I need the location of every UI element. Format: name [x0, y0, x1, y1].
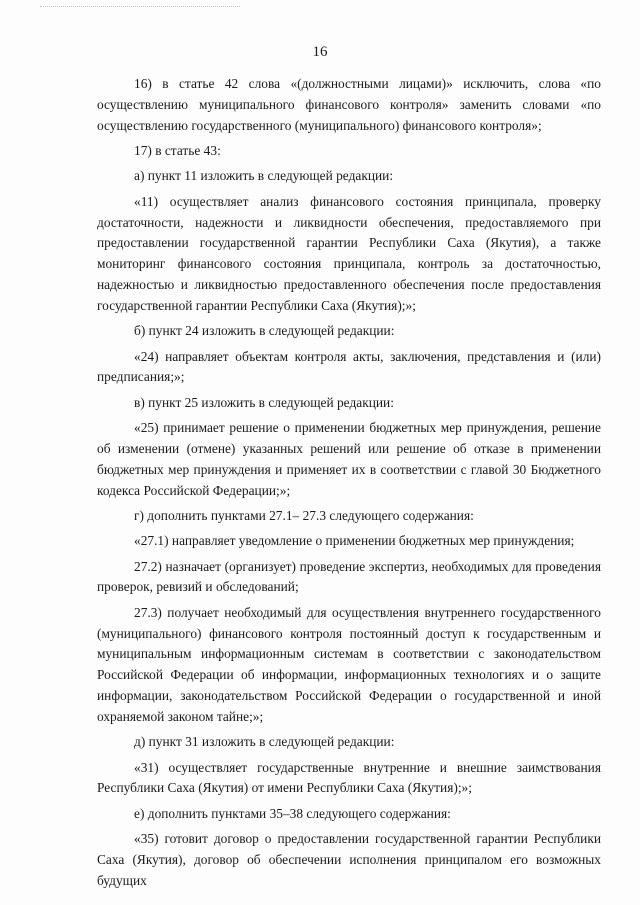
page-number: 16 [312, 44, 328, 60]
paragraph-item-35: «35) готовит договор о предоставлении государственной гарантии Республики Саха (Якутия), договор об обеспечении исполнения принципалом его возможных будущих [97, 831, 601, 888]
paragraph-item-31: «31) осуществляет государственные внутренние и внешние заимствования Республики Саха (Якутия) от имени Республики Саха (Якутия);»; [97, 759, 601, 796]
paragraph-17d-intro: д) пункт 31 изложить в следующей редакции: [134, 734, 395, 750]
document-body [97, 74, 601, 892]
paragraph-16: 16) в статье 42 слова «(должностными лицами)» исключить, слова «по осуществлению муниципального финансового контроля» заменить словами «по осуществлению государственного (муниципального) финансового контроля»; [97, 76, 601, 133]
paragraph-17b-intro: б) пункт 24 изложить в следующей редакции: [134, 323, 395, 339]
paragraph-item-11: «11) осуществляет анализ финансового состояния принципала, проверку достаточности, надежности и ликвидности обеспечения, предоставляемого при предоставлении государственной гарантии Республики Саха (Якутия), а также мониторинг финансового состояния принципала, контроль за достаточностью, надежностью и ликвидностью предоставленного обеспечения после предоставления государственной гарантии Республики Саха (Якутия);»; [97, 193, 601, 313]
paragraph-item-27-3: 27.3) получает необходимый для осуществления внутреннего государственного (муниципального) финансового контроля постоянный доступ к государственным и муниципальным информационным системам в соответствии с законодательством Российской Федерации об информации, информационных технологиях и о защите информации, законодательством Российской Федерации о государственной и иной охраняемой законом тайне;»; [97, 604, 601, 724]
paragraph-17g-intro: г) дополнить пунктами 27.1– 27.3 следующего содержания: [134, 507, 474, 523]
paragraph-17v-intro: в) пункт 25 изложить в следующей редакции: [134, 394, 394, 410]
paragraph-17a-intro: а) пункт 11 изложить в следующей редакции: [134, 168, 394, 184]
scan-artifact [40, 6, 240, 11]
paragraph-item-24: «24) направляет объектам контроля акты, заключения, представления и (или) предписания;»; [97, 348, 601, 385]
paragraph-item-27-2: 27.2) назначает (организует) проведение экспертиз, необходимых для проведения проверок, ревизий и обследований; [97, 558, 601, 595]
paragraph-item-25: «25) принимает решение о применении бюджетных мер принуждения, решение об изменении (отмене) указанных решений или решение об отказе в применении бюджетных мер принуждения и применяет их в соответствии с главой 30 Бюджетного кодекса Российской Федерации;»; [97, 420, 601, 498]
paragraph-17: 17) в статье 43: [134, 142, 221, 158]
paragraph-item-27-1: «27.1) направляет уведомление о применении бюджетных мер принуждения; [134, 533, 575, 549]
paragraph-17e-intro: е) дополнить пунктами 35–38 следующего содержания: [134, 805, 451, 821]
